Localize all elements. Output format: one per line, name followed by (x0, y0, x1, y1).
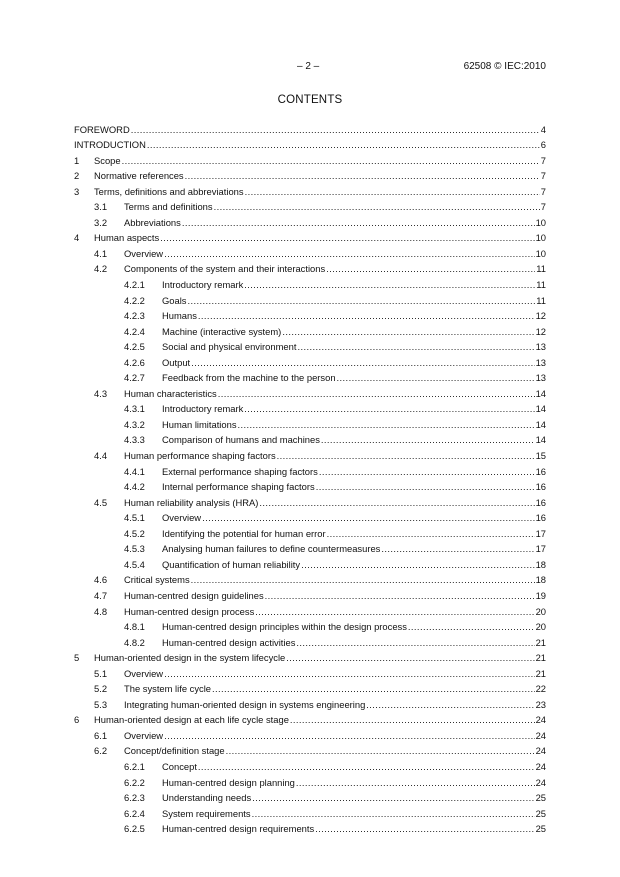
toc-entry-page: 12 (535, 310, 546, 322)
dot-leader (315, 823, 534, 834)
dot-leader (122, 155, 540, 166)
toc-entry-title: FOREWORD (74, 123, 130, 135)
toc-entry-page: 13 (535, 372, 546, 384)
toc-entry-title: Humans (162, 310, 197, 322)
toc-entry-title: Human limitations (162, 418, 237, 430)
dot-leader (191, 357, 534, 368)
toc-entry-number: 6.2.4 (124, 807, 145, 819)
toc-entry-number: 3.2 (94, 216, 108, 228)
toc-entry-page: 24 (535, 760, 546, 772)
dot-leader (381, 543, 534, 554)
toc-entry-page: 7 (540, 185, 546, 197)
toc-entry-number: 5.3 (94, 698, 108, 710)
toc-entry-number: 6 (74, 714, 80, 726)
toc-entry-page: 25 (535, 823, 546, 835)
dot-leader (164, 668, 534, 679)
toc-entry-page: 10 (535, 232, 546, 244)
toc-entry-number: 4.2.3 (124, 310, 145, 322)
toc-entry[interactable] (74, 663, 546, 679)
dot-leader (277, 450, 535, 461)
toc-entry-page: 11 (536, 263, 546, 275)
toc-entry-page: 14 (535, 418, 546, 430)
dot-leader (321, 434, 535, 445)
toc-entry-page: 17 (535, 543, 546, 555)
toc-entry-number: 4.5 (94, 496, 108, 508)
toc-entry-page: 12 (535, 325, 546, 337)
toc-entry-page: 11 (536, 294, 546, 306)
toc-entry-title: Human aspects (94, 232, 160, 244)
toc-entry[interactable] (74, 430, 546, 446)
toc-entry-number: 4.2.6 (124, 356, 145, 368)
toc-entry-title: Critical systems (124, 574, 190, 586)
toc-entry[interactable] (74, 648, 546, 664)
toc-entry-title: External performance shaping factors (162, 465, 318, 477)
toc-entry-page: 14 (535, 403, 546, 415)
toc-entry-number: 6.2.3 (124, 792, 145, 804)
toc-entry-title: Introductory remark (162, 403, 244, 415)
toc-entry[interactable] (74, 741, 546, 757)
toc-entry-title: Human-oriented design in the system lifecycle (94, 652, 286, 664)
dot-leader (188, 295, 536, 306)
toc-entry[interactable] (74, 197, 546, 213)
toc-entry-page: 4 (540, 123, 546, 135)
dot-leader (265, 590, 535, 601)
dot-leader (296, 637, 534, 648)
document-id: 62508 © IEC:2010 (463, 61, 546, 72)
toc-entry[interactable] (74, 788, 546, 804)
toc-entry-number: 4.8 (94, 605, 108, 617)
toc-entry-page: 7 (540, 154, 546, 166)
toc-entry-number: 4.8.2 (124, 636, 145, 648)
dot-leader (252, 792, 534, 803)
dot-leader (198, 761, 535, 772)
toc-entry-number: 4.3.1 (124, 403, 145, 415)
toc-entry-number: 4.5.2 (124, 527, 145, 539)
toc-entry-title: Human-centred design activities (162, 636, 296, 648)
toc-entry-page: 24 (535, 714, 546, 726)
toc-entry-number: 4.2 (94, 263, 108, 275)
dot-leader (244, 279, 535, 290)
toc-entry[interactable] (74, 601, 546, 617)
dot-leader (147, 139, 540, 150)
toc-entry-title: Terms and definitions (124, 201, 213, 213)
toc-entry-number: 4.2.4 (124, 325, 145, 337)
toc-entry[interactable] (74, 617, 546, 633)
toc-entry-page: 16 (535, 481, 546, 493)
toc-entry[interactable] (74, 570, 546, 586)
toc-entry[interactable] (74, 539, 546, 555)
toc-entry[interactable] (74, 290, 546, 306)
toc-entry-number: 4.3 (94, 387, 108, 399)
toc-entry-number: 4.2.2 (124, 294, 145, 306)
page-number: – 2 – (297, 61, 320, 72)
toc-entry-page: 15 (535, 450, 546, 462)
dot-leader (226, 745, 535, 756)
toc-entry[interactable] (74, 399, 546, 415)
toc-entry-number: 4.8.1 (124, 621, 145, 633)
toc-entry-page: 10 (535, 247, 546, 259)
toc-entry-title: Overview (124, 729, 164, 741)
toc-entry-title: Components of the system and their interactions (124, 263, 326, 275)
toc-entry[interactable] (74, 135, 546, 151)
toc-entry-title: Machine (interactive system) (162, 325, 282, 337)
toc-entry-page: 18 (535, 558, 546, 570)
toc-entry-title: Output (162, 356, 191, 368)
toc-entry[interactable] (74, 212, 546, 228)
toc-entry-title: Analysing human failures to define countermeasures (162, 543, 381, 555)
toc-entry[interactable] (74, 243, 546, 259)
toc-entry-title: Human performance shaping factors (124, 450, 276, 462)
toc-entry-number: 4.2.1 (124, 279, 145, 291)
toc-entry-number: 4.4 (94, 450, 108, 462)
toc-entry-page: 20 (535, 605, 546, 617)
toc-entry-title: Human reliability analysis (HRA) (124, 496, 259, 508)
toc-entry-title: Overview (162, 512, 202, 524)
toc-entry[interactable] (74, 383, 546, 399)
toc-entry-number: 4 (74, 232, 80, 244)
toc-entry-title: Human characteristics (124, 387, 217, 399)
toc-entry-title: Abbreviations (124, 216, 181, 228)
dot-leader (245, 186, 540, 197)
toc-entry-page: 16 (535, 512, 546, 524)
dot-leader (290, 714, 535, 725)
toc-entry[interactable] (74, 710, 546, 726)
dot-leader (366, 699, 534, 710)
toc-entry[interactable] (74, 228, 546, 244)
toc-entry-page: 16 (535, 465, 546, 477)
toc-entry-page: 21 (535, 652, 546, 664)
toc-entry[interactable] (74, 477, 546, 493)
toc-entry-page: 21 (535, 636, 546, 648)
toc-entry[interactable] (74, 694, 546, 710)
toc-entry[interactable] (74, 803, 546, 819)
toc-entry-page: 20 (535, 621, 546, 633)
toc-entry[interactable] (74, 461, 546, 477)
toc-entry-title: Understanding needs (162, 792, 252, 804)
dot-leader (255, 606, 534, 617)
toc-entry-page: 13 (535, 356, 546, 368)
toc-entry-page: 17 (535, 527, 546, 539)
dot-leader (164, 730, 534, 741)
toc-entry[interactable] (74, 181, 546, 197)
toc-entry-title: Human-centred design process (124, 605, 255, 617)
toc-entry[interactable] (74, 150, 546, 166)
dot-leader (319, 466, 535, 477)
toc-entry[interactable] (74, 119, 546, 135)
dot-leader (326, 263, 535, 274)
dot-leader (297, 341, 534, 352)
dot-leader (202, 512, 534, 523)
toc-entry-page: 22 (535, 683, 546, 695)
toc-entry-title: Concept/definition stage (124, 745, 225, 757)
toc-entry-title: Introductory remark (162, 279, 244, 291)
toc-entry-title: System requirements (162, 807, 251, 819)
toc-entry-number: 4.4.1 (124, 465, 145, 477)
toc-entry-title: Human-oriented design at each life cycle stage (94, 714, 289, 726)
toc-entry-title: Quantification of human reliability (162, 558, 301, 570)
dot-leader (238, 419, 535, 430)
toc-entry-title: The system life cycle (124, 683, 212, 695)
toc-entry-title: Identifying the potential for human error (162, 527, 326, 539)
toc-entry-title: Human-centred design planning (162, 776, 295, 788)
toc-entry-page: 6 (540, 139, 546, 151)
toc-entry-title: Normative references (94, 170, 184, 182)
dot-leader (218, 388, 535, 399)
toc-entry-number: 6.2 (94, 745, 108, 757)
toc-entry-number: 5 (74, 652, 80, 664)
toc-entry-title: Human-centred design principles within the design process (162, 621, 407, 633)
toc-entry[interactable] (74, 554, 546, 570)
toc-entry-title: Human-centred design guidelines (124, 589, 264, 601)
toc-entry-number: 4.1 (94, 247, 108, 259)
toc-entry-title: Concept (162, 760, 197, 772)
toc-entry-number: 6.2.2 (124, 776, 145, 788)
dot-leader (191, 574, 535, 585)
toc-entry-title: Human-centred design requirements (162, 823, 315, 835)
toc-entry-page: 24 (535, 729, 546, 741)
dot-leader (408, 621, 535, 632)
toc-entry[interactable] (74, 274, 546, 290)
dot-leader (160, 232, 534, 243)
toc-entry-page: 19 (535, 589, 546, 601)
toc-entry[interactable] (74, 523, 546, 539)
toc-entry[interactable] (74, 632, 546, 648)
toc-entry-number: 4.7 (94, 589, 108, 601)
toc-entry-number: 4.2.7 (124, 372, 145, 384)
toc-entry-number: 6.2.5 (124, 823, 145, 835)
dot-leader (131, 124, 540, 135)
toc-entry-title: Internal performance shaping factors (162, 481, 315, 493)
dot-leader (252, 808, 535, 819)
dot-leader (316, 481, 535, 492)
toc-entry-page: 14 (535, 434, 546, 446)
toc-entry-title: Scope (94, 154, 121, 166)
toc-entry-page: 21 (535, 667, 546, 679)
toc-entry-page: 10 (535, 216, 546, 228)
toc-entry-title: Social and physical environment (162, 341, 297, 353)
dot-leader (296, 777, 535, 788)
dot-leader (282, 326, 534, 337)
toc-entry[interactable] (74, 819, 546, 835)
toc-entry[interactable] (74, 585, 546, 601)
toc-entry-page: 11 (536, 279, 546, 291)
dot-leader (212, 683, 535, 694)
toc-entry[interactable] (74, 508, 546, 524)
toc-entry-number: 3 (74, 185, 80, 197)
toc-entry-page: 7 (540, 170, 546, 182)
toc-entry[interactable] (74, 368, 546, 384)
toc-entry-page: 23 (535, 698, 546, 710)
toc-entry-number: 6.2.1 (124, 760, 145, 772)
toc-entry-title: Overview (124, 247, 164, 259)
toc-entry-number: 2 (74, 170, 80, 182)
contents-title: CONTENTS (277, 94, 343, 106)
toc-entry-title: Comparison of humans and machines (162, 434, 320, 446)
toc-entry-number: 4.5.3 (124, 543, 145, 555)
toc-entry[interactable] (74, 259, 546, 275)
toc-entry[interactable] (74, 352, 546, 368)
toc-entry-page: 16 (535, 496, 546, 508)
dot-leader (327, 528, 535, 539)
toc-entry[interactable] (74, 492, 546, 508)
toc-entry-number: 3.1 (94, 201, 108, 213)
toc-entry-page: 7 (540, 201, 546, 213)
dot-leader (301, 559, 534, 570)
toc-entry-number: 4.6 (94, 574, 108, 586)
dot-leader (259, 497, 534, 508)
toc-entry-title: Integrating human-oriented design in systems engineering (124, 698, 366, 710)
toc-entry-page: 25 (535, 807, 546, 819)
dot-leader (182, 217, 535, 228)
dot-leader (198, 310, 535, 321)
toc-entry-number: 4.5.4 (124, 558, 145, 570)
toc-entry-number: 4.5.1 (124, 512, 145, 524)
toc-entry-number: 4.2.5 (124, 341, 145, 353)
table-of-contents (74, 119, 546, 834)
toc-entry[interactable] (74, 772, 546, 788)
toc-entry-number: 4.4.2 (124, 481, 145, 493)
toc-entry[interactable] (74, 445, 546, 461)
toc-entry-page: 13 (535, 341, 546, 353)
toc-entry-page: 25 (535, 792, 546, 804)
dot-leader (244, 403, 534, 414)
toc-entry[interactable] (74, 414, 546, 430)
toc-entry-number: 4.3.2 (124, 418, 145, 430)
toc-entry[interactable] (74, 337, 546, 353)
toc-entry-title: Feedback from the machine to the person (162, 372, 336, 384)
toc-entry-title: INTRODUCTION (74, 139, 146, 151)
toc-entry-number: 6.1 (94, 729, 108, 741)
toc-entry[interactable] (74, 756, 546, 772)
toc-entry-page: 14 (535, 387, 546, 399)
toc-entry-number: 5.2 (94, 683, 108, 695)
toc-entry[interactable] (74, 321, 546, 337)
toc-entry-number: 5.1 (94, 667, 108, 679)
toc-entry[interactable] (74, 725, 546, 741)
toc-entry-title: Goals (162, 294, 187, 306)
toc-entry-number: 1 (74, 154, 80, 166)
dot-leader (214, 201, 540, 212)
toc-entry[interactable] (74, 166, 546, 182)
toc-entry-page: 24 (535, 776, 546, 788)
toc-entry-title: Overview (124, 667, 164, 679)
dot-leader (337, 372, 535, 383)
dot-leader (286, 652, 534, 663)
dot-leader (185, 170, 540, 181)
dot-leader (164, 248, 534, 259)
toc-entry[interactable] (74, 679, 546, 695)
toc-entry-title: Terms, definitions and abbreviations (94, 185, 244, 197)
toc-entry-page: 18 (535, 574, 546, 586)
toc-entry-number: 4.3.3 (124, 434, 145, 446)
toc-entry[interactable] (74, 306, 546, 322)
toc-entry-page: 24 (535, 745, 546, 757)
